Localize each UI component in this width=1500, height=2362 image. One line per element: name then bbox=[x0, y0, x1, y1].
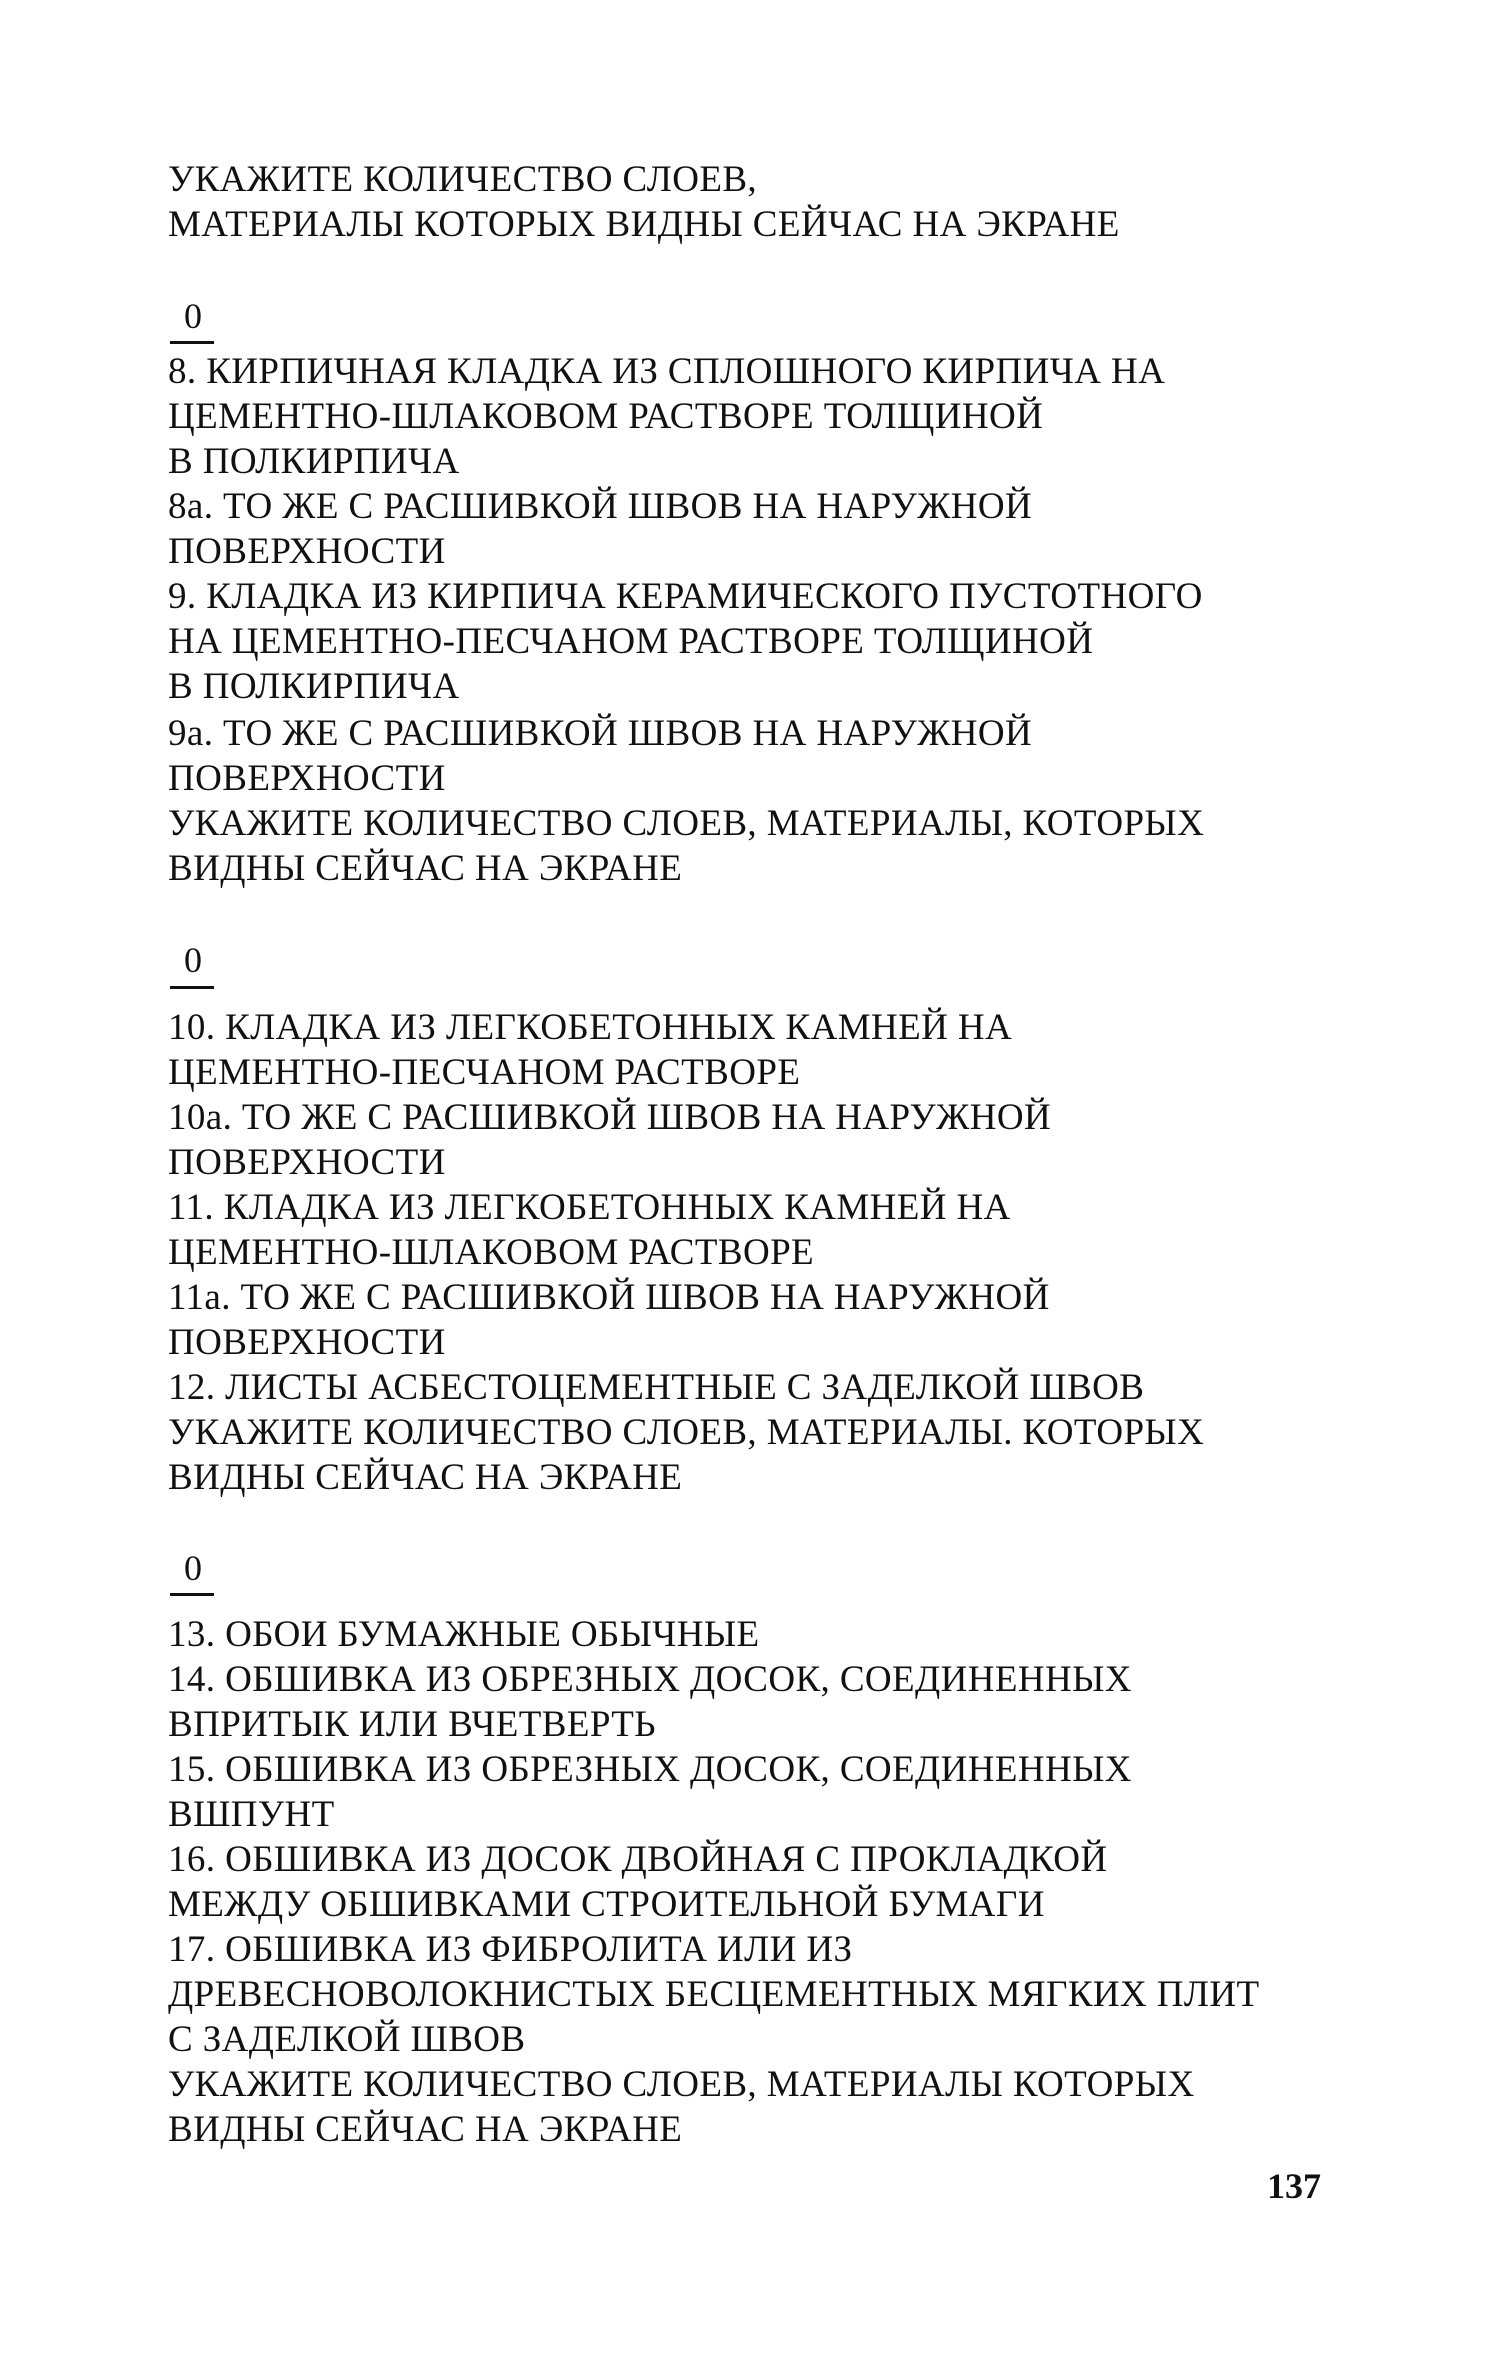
text-line: МЕЖДУ ОБШИВКАМИ СТРОИТЕЛЬНОЙ БУМАГИ bbox=[168, 1884, 1045, 1925]
prompt-line: ВИДНЫ СЕЙЧАС НА ЭКРАНЕ bbox=[168, 2109, 683, 2150]
prompt-line: ВИДНЫ СЕЙЧАС НА ЭКРАНЕ bbox=[168, 1457, 683, 1498]
text-line: 8а. ТО ЖЕ С РАСШИВКОЙ ШВОВ НА НАРУЖНОЙ bbox=[168, 486, 1033, 527]
text-line: 14. ОБШИВКА ИЗ ОБРЕЗНЫХ ДОСОК, СОЕДИНЕННЫХ bbox=[168, 1659, 1132, 1700]
prompt-line: ВИДНЫ СЕЙЧАС НА ЭКРАНЕ bbox=[168, 848, 683, 889]
zero-marker: 0 bbox=[184, 296, 202, 336]
text-line: ПОВЕРХНОСТИ bbox=[168, 531, 446, 572]
page-number: 137 bbox=[1267, 2166, 1321, 2206]
text-line: ЦЕМЕНТНО-ШЛАКОВОМ РАСТВОРЕ bbox=[168, 1232, 815, 1273]
text-line: 12. ЛИСТЫ АСБЕСТОЦЕМЕНТНЫЕ С ЗАДЕЛКОЙ ШВОВ bbox=[168, 1367, 1145, 1408]
text-line: 13. ОБОИ БУМАЖНЫЕ ОБЫЧНЫЕ bbox=[168, 1614, 760, 1655]
text-line: 11. КЛАДКА ИЗ ЛЕГКОБЕТОННЫХ КАМНЕЙ НА bbox=[168, 1187, 1011, 1228]
text-line: 9а. ТО ЖЕ С РАСШИВКОЙ ШВОВ НА НАРУЖНОЙ bbox=[168, 713, 1033, 754]
text-line: 9. КЛАДКА ИЗ КИРПИЧА КЕРАМИЧЕСКОГО ПУСТОТНОГО bbox=[168, 576, 1203, 617]
prompt-line: УКАЖИТЕ КОЛИЧЕСТВО СЛОЕВ, МАТЕРИАЛЫ КОТОРЫХ bbox=[168, 2064, 1195, 2105]
text-line: ПОВЕРХНОСТИ bbox=[168, 758, 446, 799]
prompt-line: УКАЖИТЕ КОЛИЧЕСТВО СЛОЕВ, МАТЕРИАЛЫ. КОТОРЫХ bbox=[168, 1412, 1205, 1453]
text-line: 8. КИРПИЧНАЯ КЛАДКА ИЗ СПЛОШНОГО КИРПИЧА НА bbox=[168, 351, 1166, 392]
text-line: ЦЕМЕНТНО-ПЕСЧАНОМ РАСТВОРЕ bbox=[168, 1052, 801, 1093]
text-line: ВПРИТЫК ИЛИ ВЧЕТВЕРТЬ bbox=[168, 1704, 656, 1745]
text-line: В ПОЛКИРПИЧА bbox=[168, 441, 460, 482]
text-line: В ПОЛКИРПИЧА bbox=[168, 666, 460, 707]
text-line: 16. ОБШИВКА ИЗ ДОСОК ДВОЙНАЯ С ПРОКЛАДКОЙ bbox=[168, 1839, 1108, 1880]
text-line: 15. ОБШИВКА ИЗ ОБРЕЗНЫХ ДОСОК, СОЕДИНЕННЫХ bbox=[168, 1749, 1132, 1790]
text-line: ПОВЕРХНОСТИ bbox=[168, 1322, 446, 1363]
prompt-line: УКАЖИТЕ КОЛИЧЕСТВО СЛОЕВ, МАТЕРИАЛЫ, КОТОРЫХ bbox=[168, 803, 1205, 844]
text-line: ПОВЕРХНОСТИ bbox=[168, 1142, 446, 1183]
text-line: НА ЦЕМЕНТНО-ПЕСЧАНОМ РАСТВОРЕ ТОЛЩИНОЙ bbox=[168, 621, 1094, 662]
text-line: ЦЕМЕНТНО-ШЛАКОВОМ РАСТВОРЕ ТОЛЩИНОЙ bbox=[168, 396, 1044, 437]
text-line: 10. КЛАДКА ИЗ ЛЕГКОБЕТОННЫХ КАМНЕЙ НА bbox=[168, 1007, 1013, 1048]
zero-underline bbox=[170, 341, 214, 344]
zero-underline bbox=[170, 1593, 214, 1596]
text-line: 10а. ТО ЖЕ С РАСШИВКОЙ ШВОВ НА НАРУЖНОЙ bbox=[168, 1097, 1052, 1138]
zero-marker: 0 bbox=[184, 940, 202, 980]
zero-marker: 0 bbox=[184, 1548, 202, 1588]
prompt-line: УКАЖИТЕ КОЛИЧЕСТВО СЛОЕВ, bbox=[168, 159, 758, 200]
text-line: 17. ОБШИВКА ИЗ ФИБРОЛИТА ИЛИ ИЗ bbox=[168, 1929, 853, 1970]
text-line: ДРЕВЕСНОВОЛОКНИСТЫХ БЕСЦЕМЕНТНЫХ МЯГКИХ ПЛИТ bbox=[168, 1974, 1260, 2015]
text-line: ВШПУНТ bbox=[168, 1794, 335, 1835]
text-line: С ЗАДЕЛКОЙ ШВОВ bbox=[168, 2019, 526, 2060]
text-line: 11а. ТО ЖЕ С РАСШИВКОЙ ШВОВ НА НАРУЖНОЙ bbox=[168, 1277, 1050, 1318]
prompt-line: МАТЕРИАЛЫ КОТОРЫХ ВИДНЫ СЕЙЧАС НА ЭКРАНЕ bbox=[168, 204, 1120, 245]
zero-underline bbox=[170, 986, 214, 989]
